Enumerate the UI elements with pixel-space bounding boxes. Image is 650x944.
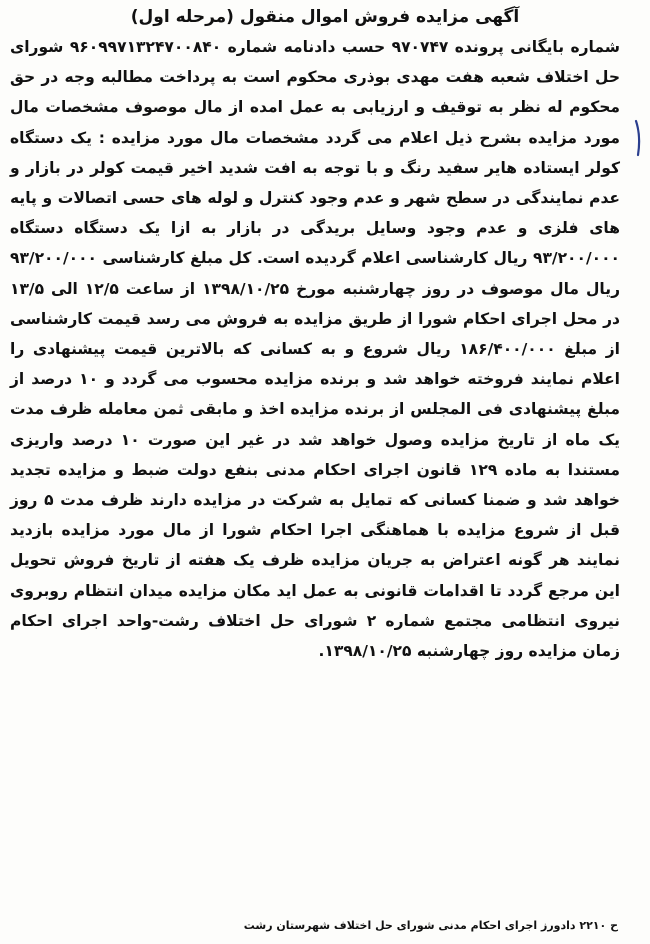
pen-mark-icon xyxy=(632,118,646,158)
notice-body: شماره بایگانی پرونده ۹۷۰۷۴۷ حسب دادنامه شماره ۹۶۰۹۹۷۱۳۲۴۷۰۰۸۴۰ شورای حل اختلاف شعبه هفت مهدی بوذری محکوم است به پرداخت مطالبه وجه در حق محکوم له نظر به توقیف و ارزیابی به عمل امده از مال موصوف مشخصات مال مورد مزایده بشرح ذیل اعلام می گردد مشخصات مال مورد مزایده : یک دستگاه کولر ایستاده هایر سفید رنگ و با توجه به افت شدید اخیر قیمت کولر در بازار و عدم نمایندگی در سطح شهر و عدم وجود کنترل و لوله های حسی اتصالات و پایه های فلزی و عدم وجود وسایل بریدگی در بازار به ازا یک دستگاه دستگاه ۹۳/۲۰۰/۰۰۰ ریال کارشناسی اعلام گردیده است. کل مبلغ کارشناسی ۹۳/۲۰۰/۰۰۰ ریال مال موصوف در روز چهارشنبه مورخ ۱۳۹۸/۱۰/۲۵ از ساعت ۱۲/۵ الی ۱۳/۵ در محل اجرای احکام شورا از طریق مزایده به فروش می رسد قیمت کارشناسی از مبلغ ۱۸۶/۴۰۰/۰۰۰ ریال شروع و به کسانی که بالاترین قیمت پیشنهادی را اعلام نمایند فروخته خواهد شد و برنده مزایده محسوب می گردد و ۱۰ درصد از مبلغ پیشنهادی فی المجلس از برنده مزایده اخذ و مابقی ثمن معامله ظرف مدت یک ماه از تاریخ مزایده وصول خواهد شد در غیر این صورت ۱۰ درصد واریزی مستندا به ماده ۱۲۹ قانون اجرای احکام مدنی بنفع دولت ضبط و مزایده تجدید خواهد شد و ضمنا کسانی که تمایل به شرکت در مزایده دارند ظرف مدت ۵ روز قبل از شروع مزایده با هماهنگی اجرا احکام شورا از مال مورد مزایده بازدید نمایند هر گونه اعتراض به جریان مزایده ظرف یک هفته از تاریخ فروش تحویل این مرجع گردد تا اقدامات قانونی به عمل اید مکان مزایده میدان انتظام روبروی نیروی انتظامی مجتمع شماره ۲ شورای حل اختلاف رشت-واحد اجرای احکام زمان مزایده روز چهارشنبه ۱۳۹۸/۱۰/۲۵. xyxy=(10,38,621,661)
notice-title: آگهی مزایده فروش اموال منقول (مرحله اول) xyxy=(130,7,520,27)
notice-footer: ح ۲۲۱۰ دادورز اجرای احکام مدنی شورای حل اختلاف شهرستان رشت xyxy=(243,919,618,932)
